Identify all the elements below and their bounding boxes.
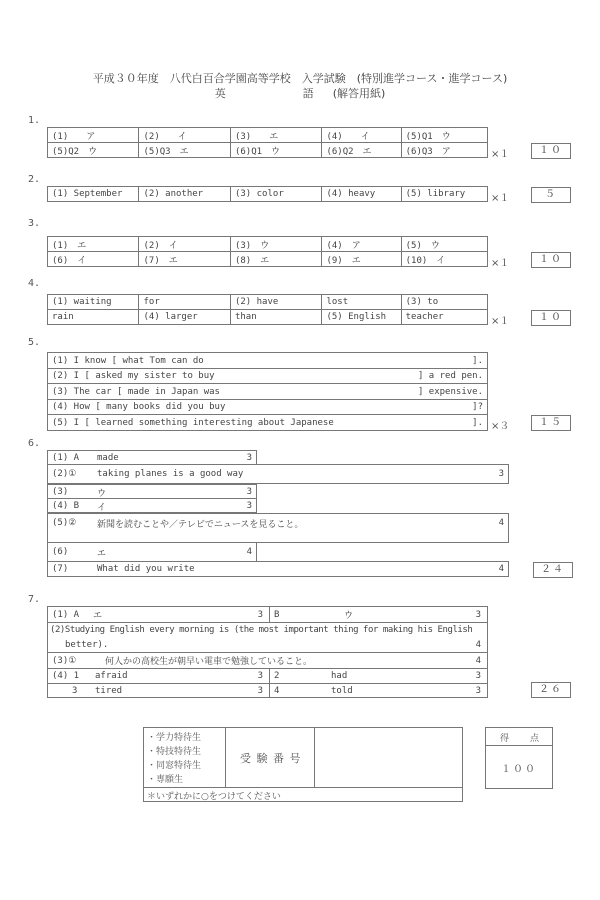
q-answer: エ xyxy=(93,611,103,621)
answer-cell: (4) heavy xyxy=(322,187,401,202)
answer-cell: teacher xyxy=(401,310,487,325)
exam-number-field[interactable] xyxy=(314,728,464,787)
q6-5-box xyxy=(47,513,509,543)
q2-line1: (2)Studying English every morning is (the most important thing for making his English xyxy=(50,625,473,635)
total-score-box xyxy=(485,727,553,789)
answer-cell: (5)Q2 ウ xyxy=(48,143,139,158)
answer-cell: (1) waiting xyxy=(48,295,139,310)
total-score-value: １００ xyxy=(501,764,537,775)
section-1-number: 1. xyxy=(28,115,41,126)
table-row xyxy=(48,353,487,369)
category-list xyxy=(147,731,201,787)
section-7-score: ２６ xyxy=(531,682,571,698)
answer-cell: (5)Q1 ウ xyxy=(401,128,487,143)
answer-cell: (2) another xyxy=(139,187,230,202)
q7-4-1-cell xyxy=(48,669,270,683)
q-answer: ウ xyxy=(97,489,107,499)
q-points: 3 xyxy=(475,686,481,696)
answer-sheet-label: (解答用紙) xyxy=(332,87,386,100)
answer-cell: lost xyxy=(322,295,401,310)
q-points: 3 xyxy=(257,686,263,696)
answer-cell: (3) color xyxy=(230,187,321,202)
q-answer: What did you write xyxy=(97,564,195,574)
q-points: 3 xyxy=(475,671,481,681)
q-answer: taking planes is a good way xyxy=(97,469,244,479)
table-row xyxy=(48,295,488,310)
sentence-right: ] expensive. xyxy=(417,386,483,397)
answer-cell: rain xyxy=(48,310,139,325)
sentence-right: ]. xyxy=(472,355,483,366)
q-points: 4 xyxy=(246,547,252,557)
q-label: (6) xyxy=(52,547,69,557)
q6-4-box xyxy=(47,498,257,513)
section-2-number: 2. xyxy=(28,174,41,185)
table-row xyxy=(48,653,487,669)
section-6-score: ２４ xyxy=(533,562,573,578)
q-answer: 何人かの高校生が朝早い電車で勉強していること。 xyxy=(105,657,313,667)
table-row xyxy=(48,252,488,267)
answer-cell: (1) エ xyxy=(48,237,139,252)
answer-cell: (9) エ xyxy=(322,252,401,267)
sentence-left: (3) The car [ made in Japan was xyxy=(52,386,220,397)
exam-number-label: 受 験 番 号 xyxy=(240,752,302,765)
answer-cell: than xyxy=(230,310,321,325)
table-row xyxy=(48,310,488,325)
answer-cell: (5)Q3 エ xyxy=(139,143,230,158)
exam-title: 平成３０年度 八代白百合学園高等学校 入学試験 (特別進学コース・進学コース) xyxy=(92,72,508,85)
q-label: (4) B xyxy=(52,501,80,511)
sentence-left: (4) How [ many books did you buy xyxy=(52,402,226,412)
q-answer: 新聞を読むことや／テレビでニュースを見ること。 xyxy=(97,520,304,530)
q-points: 3 xyxy=(257,609,263,620)
q-points: 3 xyxy=(257,671,263,681)
answer-cell: (2) have xyxy=(230,295,321,310)
q-label: (4) 1 xyxy=(52,671,80,681)
section-3-table xyxy=(47,236,488,267)
q-points: 4 xyxy=(498,518,504,528)
q-answer: told xyxy=(331,686,353,696)
q-answer: made xyxy=(97,453,119,463)
table-row xyxy=(48,384,487,400)
section-7-box xyxy=(47,606,488,698)
q-label: B xyxy=(274,609,280,620)
q-points: 3 xyxy=(246,453,252,463)
section-4-table xyxy=(47,294,488,325)
q7-4-2-cell xyxy=(270,669,487,683)
divider xyxy=(256,542,509,543)
q-label: 3 xyxy=(72,686,78,696)
q-label: (1) A xyxy=(52,453,80,463)
answer-cell: (5) ウ xyxy=(401,237,487,252)
section-2-table xyxy=(47,186,488,202)
section-1-table xyxy=(47,127,488,158)
q2-line2: better). xyxy=(65,640,109,650)
q-points: 3 xyxy=(246,501,252,511)
q-label: 2 xyxy=(274,671,280,681)
answer-cell: (3) エ xyxy=(230,128,321,143)
answer-cell: (2) イ xyxy=(139,128,230,143)
table-row xyxy=(48,607,487,623)
q7-4-4-cell xyxy=(270,684,487,698)
sentence-left: (1) I know [ what Tom can do xyxy=(52,355,204,366)
table-row xyxy=(48,128,488,143)
circle-instruction: ＊いずれかに○をつけてください xyxy=(147,792,281,802)
table-row xyxy=(48,623,487,653)
answer-cell: (5) English xyxy=(322,310,401,325)
category-option[interactable]: ・同窓特待生 xyxy=(147,761,202,771)
q-label: (3) xyxy=(52,487,69,497)
q-label: 4 xyxy=(274,686,280,696)
q-points: 3 xyxy=(246,487,252,497)
section-1-multiplier: ×１ xyxy=(491,149,510,160)
q-points: 3 xyxy=(475,609,481,620)
q7-1a-cell xyxy=(48,607,270,622)
answer-cell: (6)Q1 ウ xyxy=(230,143,321,158)
answer-cell: for xyxy=(139,295,230,310)
q-label: (2)① xyxy=(52,469,77,479)
answer-cell: (6)Q3 ア xyxy=(401,143,487,158)
q6-7-box xyxy=(47,561,509,577)
table-row xyxy=(48,415,487,431)
section-5-multiplier: ×３ xyxy=(491,421,510,432)
section-2-score: ５ xyxy=(531,187,571,203)
q-answer: エ xyxy=(97,549,107,559)
table-row xyxy=(48,669,487,684)
answer-cell: (3) to xyxy=(401,295,487,310)
subject-char-2: 語 xyxy=(302,87,314,100)
sentence-right: ] a red pen. xyxy=(417,371,483,381)
section-3-number: 3. xyxy=(28,218,41,229)
q2-line2-row xyxy=(48,639,487,651)
answer-cell: (4) larger xyxy=(139,310,230,325)
section-7-number: 7. xyxy=(28,594,41,605)
q-points: 3 xyxy=(498,469,504,479)
answer-cell: (4) イ xyxy=(322,128,401,143)
q-answer: イ xyxy=(97,503,107,513)
table-row xyxy=(48,187,488,202)
q-answer: tired xyxy=(95,686,123,696)
q-label: (5)② xyxy=(52,518,77,528)
divider xyxy=(225,728,226,787)
section-5-score: １５ xyxy=(531,415,571,431)
answer-cell: (7) エ xyxy=(139,252,230,267)
answer-cell: (1) September xyxy=(48,187,139,202)
q6-2-box xyxy=(47,464,509,484)
answer-cell: (8) エ xyxy=(230,252,321,267)
table-row xyxy=(48,237,488,252)
section-4-multiplier: ×１ xyxy=(491,316,510,327)
category-option[interactable]: ・特技特待生 xyxy=(147,747,202,757)
subject-char-1: 英 xyxy=(214,87,226,100)
q7-4-3-cell xyxy=(48,684,270,698)
table-row xyxy=(48,400,487,415)
table-row xyxy=(48,369,487,384)
q-label: (3)① xyxy=(52,655,77,666)
q-points: 4 xyxy=(498,564,504,574)
total-score-header xyxy=(486,728,552,746)
q6-3-box xyxy=(47,484,257,499)
sentence-right: ]? xyxy=(472,402,483,412)
divider xyxy=(144,787,462,788)
subject-line xyxy=(0,85,600,101)
answer-cell: (4) ア xyxy=(322,237,401,252)
section-5-box xyxy=(47,352,488,431)
answer-cell: (6) イ xyxy=(48,252,139,267)
q-points: 4 xyxy=(475,640,481,650)
q-label: (7) xyxy=(52,564,69,574)
answer-cell: (1) ア xyxy=(48,128,139,143)
table-row xyxy=(48,684,487,698)
q-answer: had xyxy=(331,671,348,681)
answer-cell: (2) イ xyxy=(139,237,230,252)
section-3-multiplier: ×１ xyxy=(491,258,510,269)
table-row xyxy=(48,143,488,158)
q6-1-box xyxy=(47,450,257,465)
total-label-left: 得 xyxy=(500,734,510,744)
category-option[interactable]: ・学力特待生 xyxy=(147,733,202,743)
answer-cell: (3) ウ xyxy=(230,237,321,252)
sentence-left: (5) I [ learned something interesting about Japanese xyxy=(52,418,334,428)
answer-cell: (6)Q2 エ xyxy=(322,143,401,158)
section-4-score: １０ xyxy=(531,310,571,326)
section-6-number: 6. xyxy=(28,438,41,449)
sentence-left: (2) I [ asked my sister to buy xyxy=(52,371,215,381)
section-3-score: １０ xyxy=(531,252,571,268)
q-points: 4 xyxy=(475,655,481,666)
total-label-right: 点 xyxy=(530,734,540,744)
q-answer: ウ xyxy=(344,611,354,621)
applicant-info-box xyxy=(143,727,463,802)
section-4-number: 4. xyxy=(28,278,41,289)
section-5-number: 5. xyxy=(28,337,41,348)
sentence-right: ]. xyxy=(472,418,483,428)
answer-cell: (10) イ xyxy=(401,252,487,267)
section-2-multiplier: ×１ xyxy=(491,193,510,204)
answer-cell: (5) library xyxy=(401,187,487,202)
section-1-score: １０ xyxy=(531,143,571,159)
q7-1b-cell xyxy=(270,607,487,622)
q-answer: afraid xyxy=(95,671,128,681)
q-label: (1) A xyxy=(52,609,80,620)
q6-6-box xyxy=(47,542,257,562)
category-option[interactable]: ・専願生 xyxy=(147,775,184,785)
